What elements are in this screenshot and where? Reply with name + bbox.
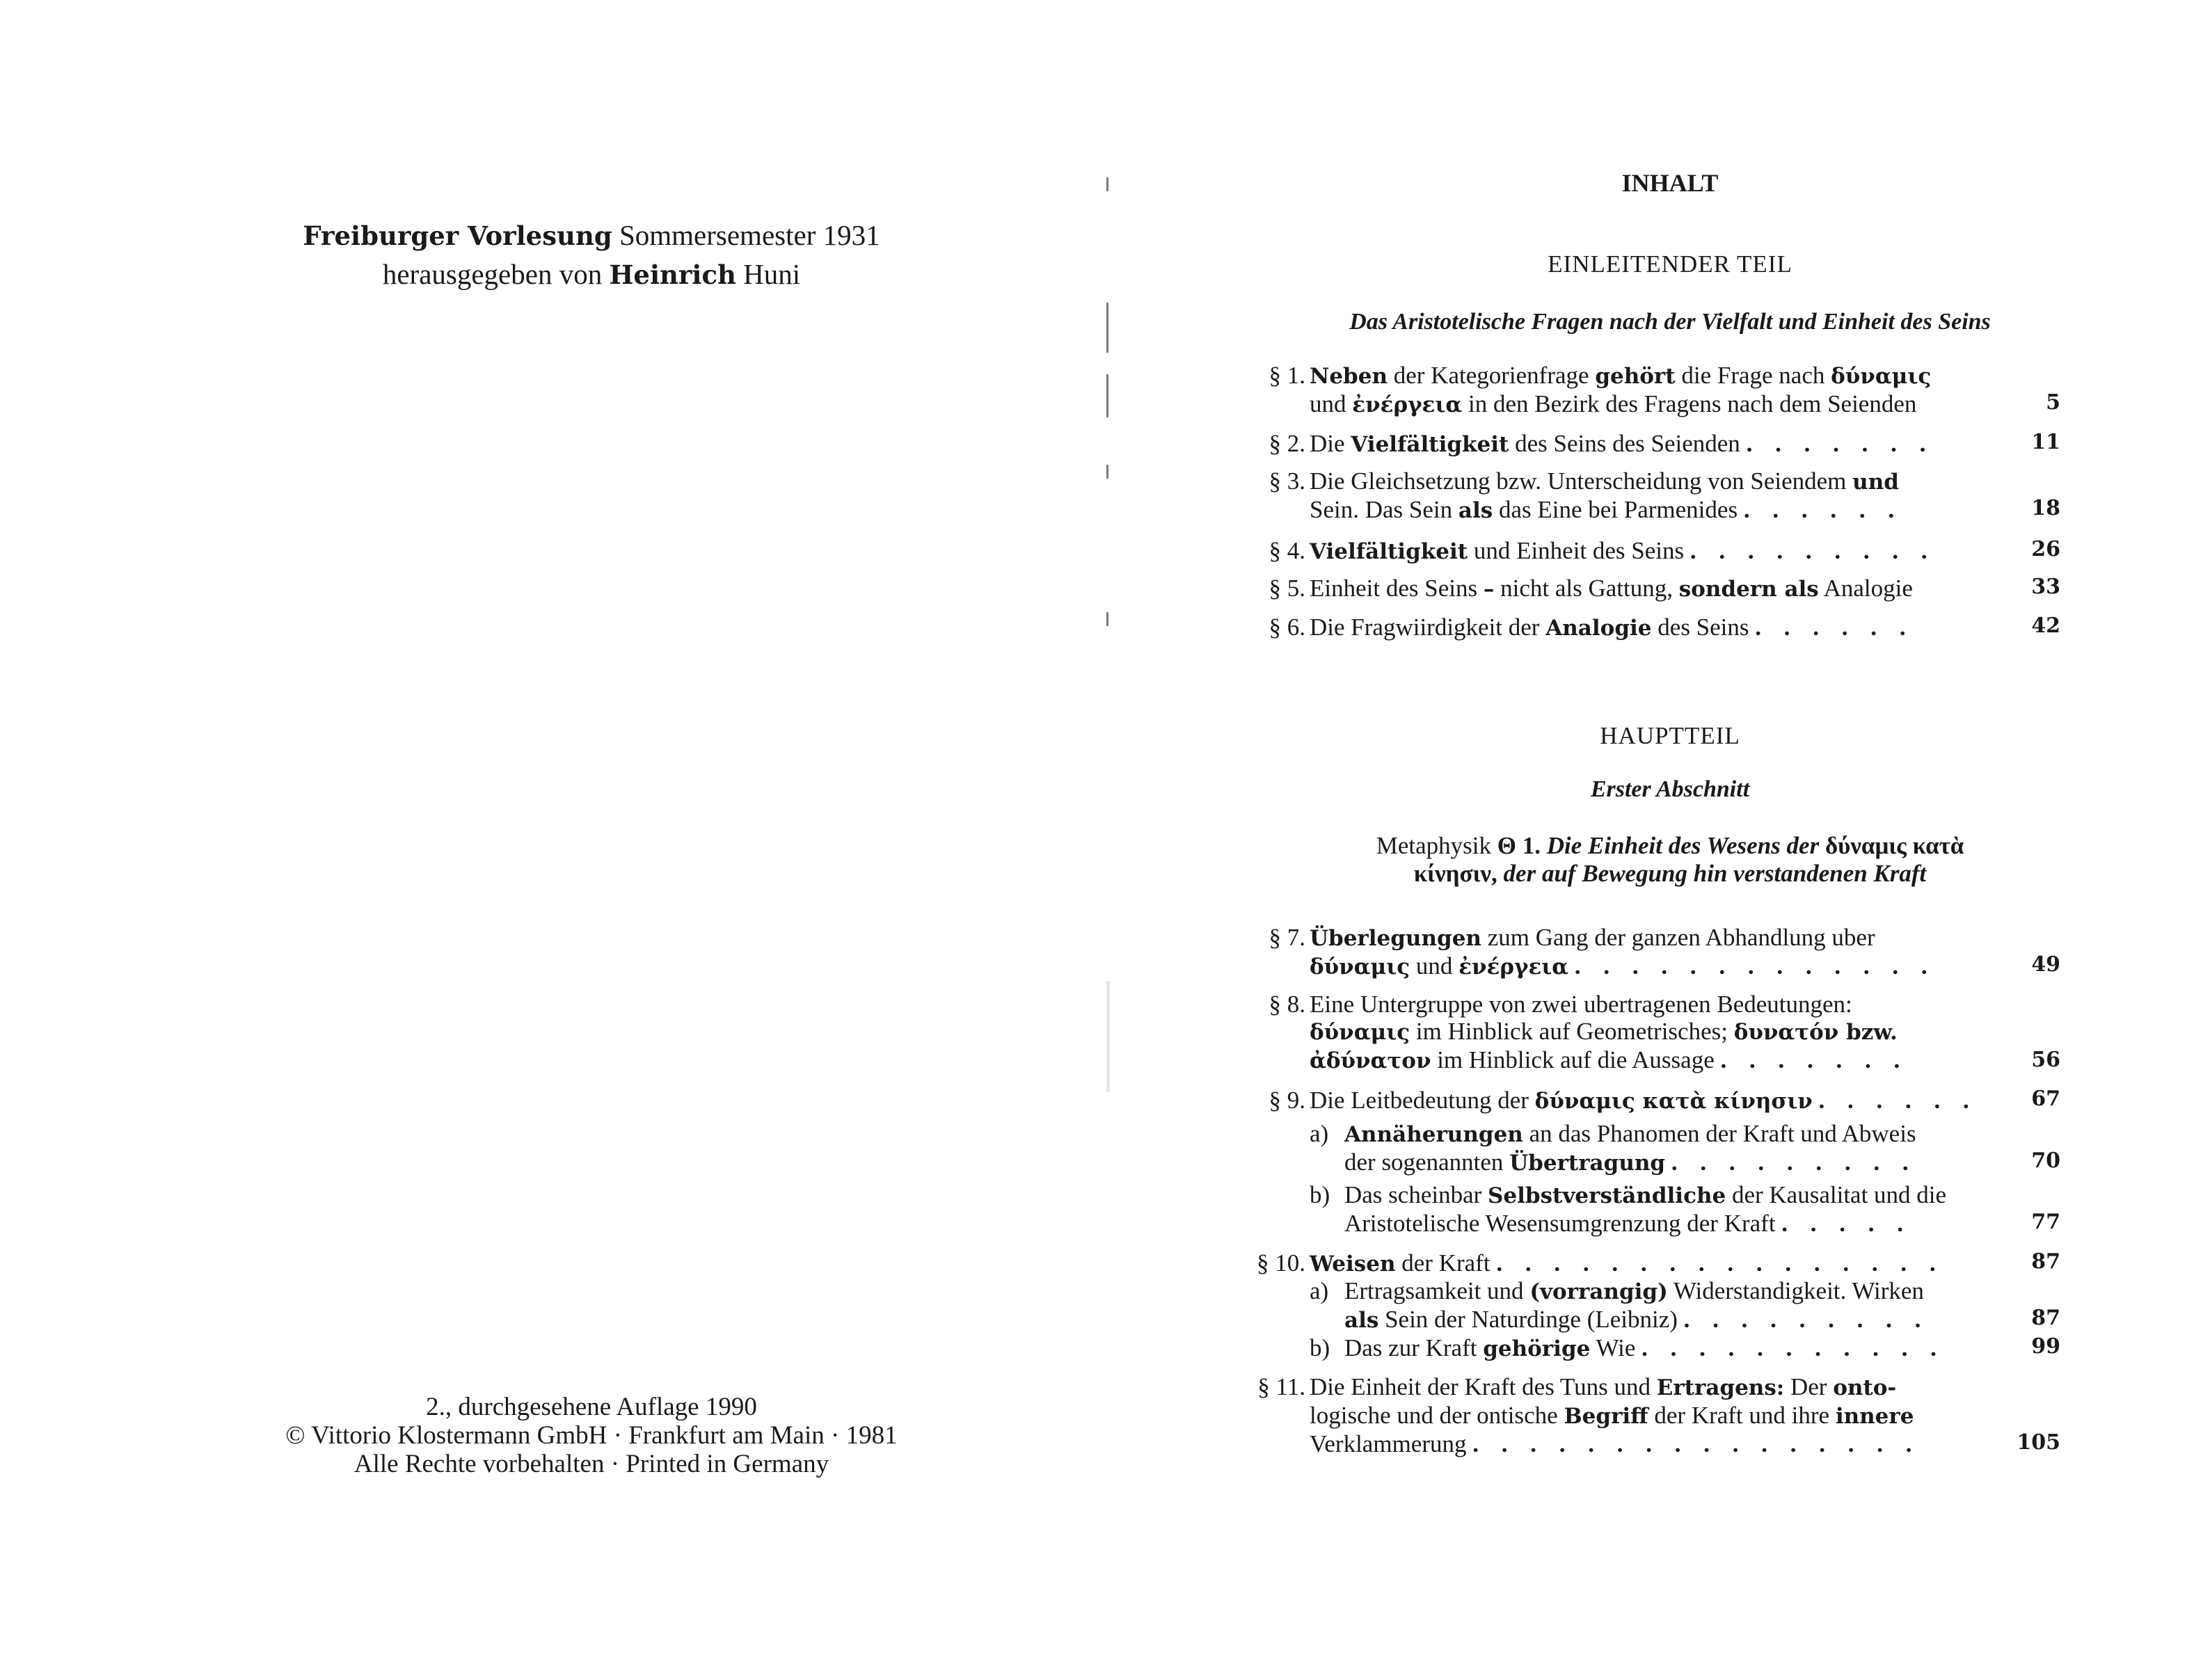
subentry-label: b) bbox=[1310, 1181, 1330, 1208]
page-number: 26 bbox=[2031, 537, 2060, 561]
entry-text: a) Annäherungen an das Phanomen der Kraft und Abweis der sogenannten Übertragung . . . . . . . . . bbox=[1310, 1120, 1917, 1176]
section-number: § 5. bbox=[1269, 575, 1305, 602]
subentry-label: a) bbox=[1310, 1120, 1329, 1147]
entry-text: Überlegungen zum Gang der ganzen Abhandlung uber δύναμις und ἐνέργεια . . . . . . . . . . . . . bbox=[1310, 924, 1936, 979]
series-name: Freiburger Vorlesung bbox=[303, 221, 612, 251]
entry-text: Die Vielfältigkeit des Seins des Seienden . . . . . . . bbox=[1310, 430, 1934, 457]
gutter-mark bbox=[1106, 374, 1108, 417]
gutter-mark bbox=[1106, 981, 1110, 1092]
section-number: § 9. bbox=[1269, 1087, 1305, 1114]
section-number: § 2. bbox=[1269, 430, 1305, 457]
page-number: 70 bbox=[2031, 1149, 2060, 1173]
part1-title: EINLEITENDER TEIL bbox=[1548, 250, 1792, 278]
part2-title: HAUPTTEIL bbox=[1600, 722, 1740, 749]
entry-text: a) Ertragsamkeit und (vorrangig) Widerstandigkeit. Wirken als Sein der Naturdinge (Leibniz) . . . . . . . . . bbox=[1310, 1277, 1930, 1333]
page-number: 42 bbox=[2031, 614, 2060, 638]
entry-text: b) Das zur Kraft gehörige Wie . . . . . . . . . . . bbox=[1310, 1334, 1945, 1361]
page-number: 11 bbox=[2031, 430, 2060, 454]
editor-prefix: herausgegeben von bbox=[382, 258, 603, 290]
page-number: 49 bbox=[2031, 952, 2060, 977]
section-number: § 3. bbox=[1269, 467, 1305, 495]
entry-text: Die Leitbedeutung der δύναμις κατὰ κίνησιν . . . . . . bbox=[1310, 1087, 1978, 1114]
page-number: 105 bbox=[2017, 1430, 2060, 1455]
entry-text: Eine Untergruppe von zwei ubertragenen Bedeutungen: δύναμις im Hinblick auf Geometrisches; δυνατόν bzw. ἀδύνατον im Hinblick auf die Aussage . . . . . . . bbox=[1310, 991, 1909, 1073]
page-number: 87 bbox=[2031, 1249, 2060, 1274]
editor-firstname: Heinrich bbox=[609, 259, 736, 290]
entry-text: Einheit des Seins – nicht als Gattung, sondern als Analogie bbox=[1310, 575, 1913, 602]
page-number: 99 bbox=[2031, 1334, 2060, 1359]
section-number: § 7. bbox=[1269, 924, 1305, 951]
entry-text: Vielfältigkeit und Einheit des Seins . . . . . . . . . bbox=[1310, 537, 1936, 564]
section-number: § 8. bbox=[1269, 991, 1305, 1018]
entry-text: Weisen der Kraft . . . . . . . . . . . . . . . . bbox=[1310, 1249, 1944, 1277]
gutter-mark bbox=[1106, 303, 1108, 353]
gutter-mark bbox=[1106, 612, 1108, 626]
subentry-label: a) bbox=[1310, 1277, 1329, 1304]
editor-lastname: Huni bbox=[743, 258, 801, 290]
section-number: § 11. bbox=[1257, 1373, 1305, 1400]
entry-text: Die Gleichsetzung bzw. Unterscheidung von Seiendem und Sein. Das Sein als das Eine bei Parmenides . . . . . . bbox=[1310, 467, 1903, 523]
gutter-mark bbox=[1106, 465, 1108, 479]
copyright-note: © Vittorio Klostermann GmbH · Frankfurt am Main · 1981 bbox=[285, 1421, 898, 1450]
edition-note: 2., durchgesehene Auflage 1990 bbox=[426, 1393, 757, 1421]
page-number: 87 bbox=[2031, 1306, 2060, 1330]
section-number: § 10. bbox=[1257, 1249, 1305, 1277]
entry-text: Die Fragwiirdigkeit der Analogie des Seins . . . . . . bbox=[1310, 614, 1914, 641]
rights-note: Alle Rechte vorbehalten · Printed in Germany bbox=[353, 1450, 829, 1478]
part2-section: Erster Abschnitt bbox=[1590, 776, 1750, 802]
page-number: 5 bbox=[2046, 390, 2060, 415]
toc-heading: INHALT bbox=[1621, 169, 1719, 197]
gutter-mark bbox=[1106, 177, 1108, 191]
entry-text: b) Das scheinbar Selbstverständliche der Kausalitat und die Aristotelische Wesensumgrenzung der Kraft . . . . . bbox=[1310, 1181, 1947, 1237]
entry-text: Neben der Kategorienfrage gehört die Frage nach δύναμις und ἐνέργεια in den Bezirk des Fragens nach dem Seienden bbox=[1310, 362, 1932, 417]
section-number: § 6. bbox=[1269, 614, 1305, 641]
entry-text: Die Einheit der Kraft des Tuns und Ertragens: Der onto- logische und der ontische Begriff der Kraft und ihre innere Verklammerung . . . . . . . . . . . . . . . . bbox=[1310, 1373, 1921, 1457]
page-number: 18 bbox=[2031, 496, 2060, 520]
section-number: § 1. bbox=[1269, 362, 1305, 389]
series-line bbox=[174, 216, 1009, 255]
page-number: 56 bbox=[2031, 1048, 2060, 1072]
editor-line bbox=[174, 255, 1009, 294]
subentry-label: b) bbox=[1310, 1334, 1330, 1361]
semester: Sommersemester 1931 bbox=[619, 219, 880, 251]
page-number: 67 bbox=[2031, 1087, 2060, 1111]
part2-meta-title: Metaphysik Θ 1. Die Einheit des Wesens der δύναμις κατὰ κίνησιν, der auf Bewegung hin verstandenen Kraft bbox=[1376, 832, 1964, 887]
page-number: 77 bbox=[2031, 1210, 2060, 1234]
part1-subtitle: Das Aristotelische Fragen nach der Vielfalt und Einheit des Seins bbox=[1349, 309, 1991, 335]
page-number: 33 bbox=[2031, 575, 2060, 599]
section-number: § 4. bbox=[1269, 537, 1305, 564]
